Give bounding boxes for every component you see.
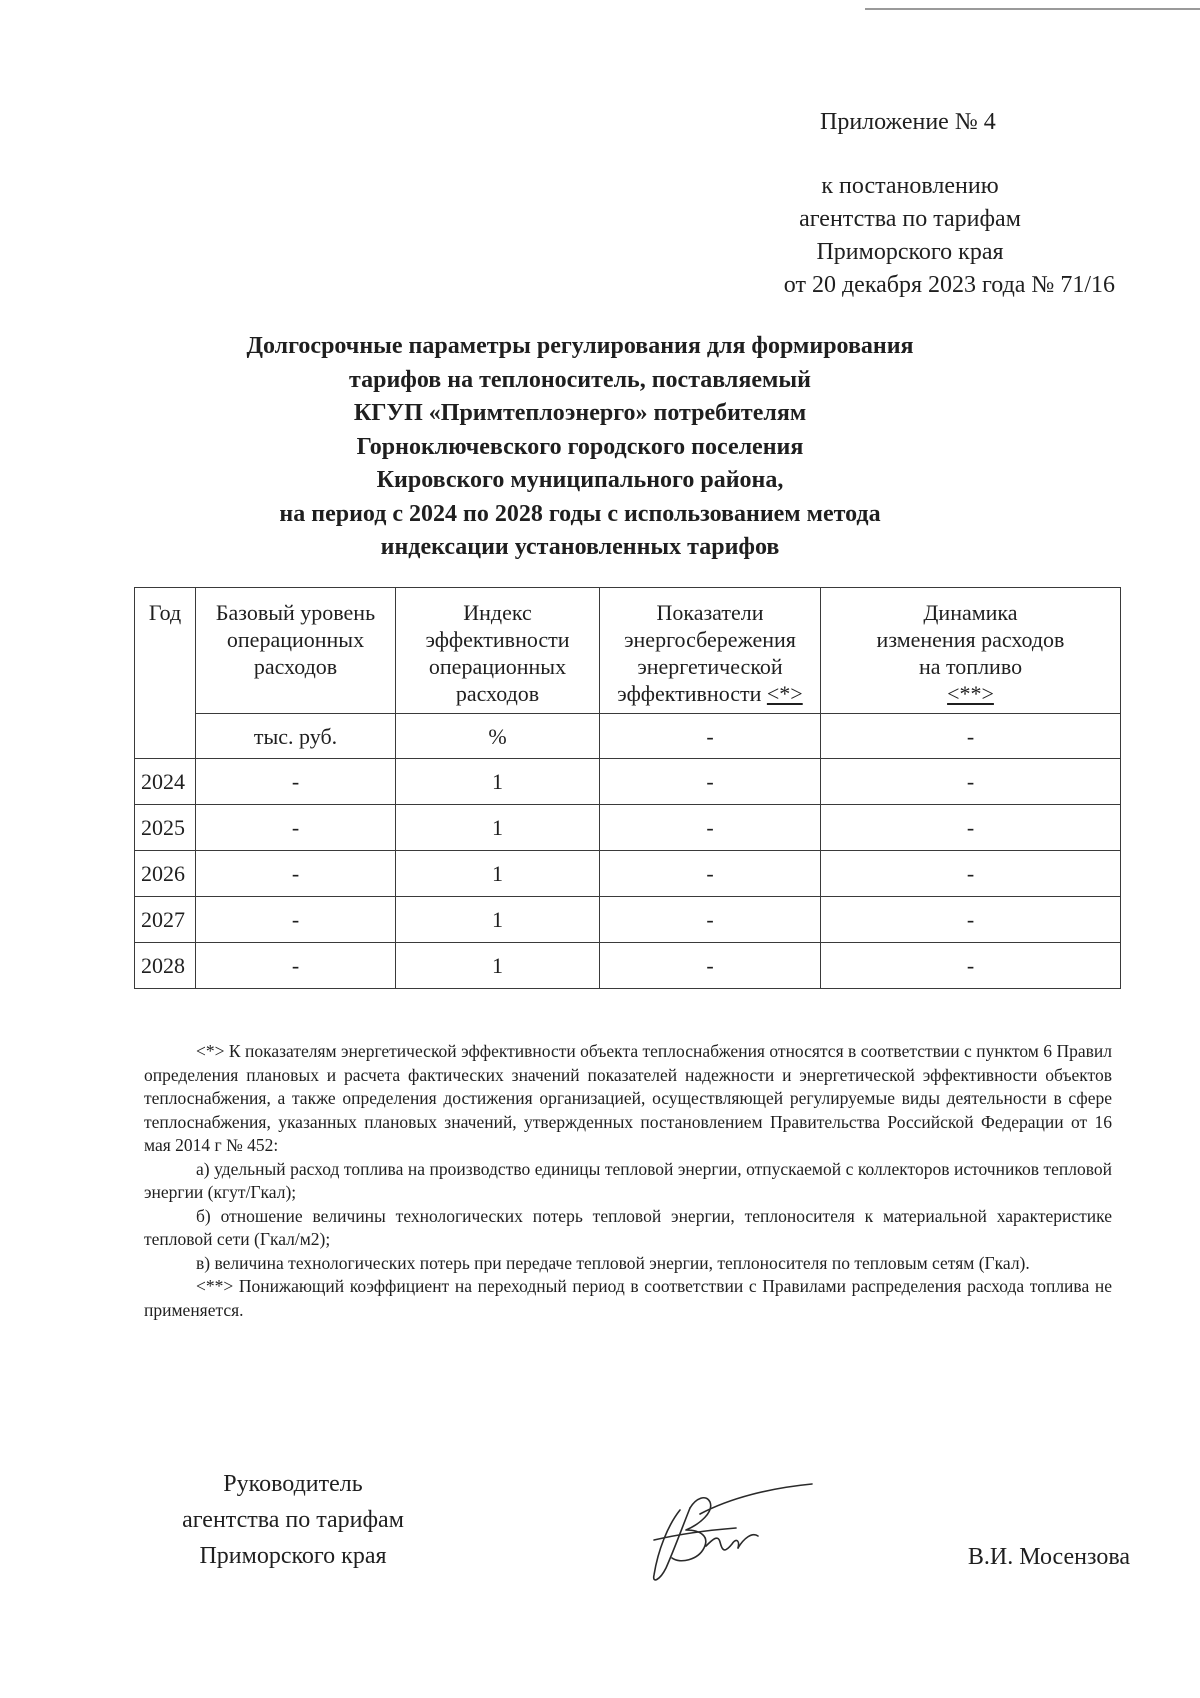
table-cell: -: [821, 943, 1121, 989]
table-cell: -: [196, 943, 396, 989]
footnote-paragraph: <*> К показателям энергетической эффективности объекта теплоснабжения относятся в соответствии с пунктом 6 Правил определения плановых и расчета фактических значений показателей надежности и энергетической эффективности объектов теплоснабжения, а также определения достижения организацией, осуществляющей регулируемые виды деятельности в сфере теплоснабжения, указанных плановых значений, утвержденных постановлением Правительства Российской Федерации от 16 мая 2014 г № 452:: [144, 1041, 1112, 1155]
table-cell: -: [600, 897, 821, 943]
table-cell: -: [196, 805, 396, 851]
scan-edge-line: [865, 8, 1200, 10]
handwritten-signature: [640, 1480, 820, 1590]
year-cell: 2028: [135, 943, 196, 989]
table-cell: -: [600, 943, 821, 989]
signer-name: В.И. Мосензова: [967, 1544, 1130, 1570]
table-cell: 1: [396, 759, 600, 805]
table-cell: -: [821, 851, 1121, 897]
year-cell: 2027: [135, 897, 196, 943]
unit-cell: тыс. руб.: [196, 714, 396, 759]
table-row: [135, 759, 1121, 805]
table-cell: -: [196, 759, 396, 805]
table-cell: -: [600, 805, 821, 851]
decree-date-line: от 20 декабря 2023 года № 71/16: [783, 272, 1115, 298]
decree-reference: [700, 170, 1120, 302]
table-row: [135, 897, 1121, 943]
decree-line: агентства по тарифам: [799, 206, 1021, 232]
table-cell: 1: [396, 897, 600, 943]
document-title: [150, 330, 1010, 565]
table-cell: -: [600, 851, 821, 897]
title-line: на период с 2024 по 2028 годы с использованием метода: [279, 500, 881, 527]
table-header-row: [135, 588, 1121, 714]
year-cell: 2026: [135, 851, 196, 897]
title-line: индексации установленных тарифов: [380, 534, 780, 560]
footnote-ref: <**>: [947, 681, 994, 706]
year-cell: 2025: [135, 805, 196, 851]
unit-cell: -: [600, 714, 821, 759]
table-row: [135, 943, 1121, 989]
header-base-opex: Базовый уровень операционных расходов: [196, 588, 396, 714]
header-efficiency-index: Индекс эффективности операционных расходов: [396, 588, 600, 714]
header-year: Год: [135, 588, 196, 759]
table-cell: -: [600, 759, 821, 805]
decree-line: к постановлению: [821, 173, 999, 199]
year-cell: 2024: [135, 759, 196, 805]
table-units-row: [135, 714, 1121, 759]
footnote-paragraph: а) удельный расход топлива на производство единицы тепловой энергии, отпускаемой с коллекторов источников тепловой энергии (кгут/Гкал);: [144, 1158, 1112, 1202]
table-row: [135, 851, 1121, 897]
table-cell: -: [196, 851, 396, 897]
appendix-number: Приложение № 4: [820, 109, 996, 135]
table-cell: -: [821, 897, 1121, 943]
table-cell: 1: [396, 805, 600, 851]
footnote-paragraph: <**> Понижающий коэффициент на переходный период в соответствии с Правилами распределения расхода топлива не применяется.: [144, 1276, 1112, 1320]
title-line: тарифов на теплоноситель, поставляемый: [349, 366, 811, 393]
table-cell: -: [196, 897, 396, 943]
footnote-paragraph: в) величина технологических потерь при передаче тепловой энергии, теплоносителя по тепловым сетям (Гкал).: [196, 1252, 1030, 1273]
parameters-table: [134, 587, 1121, 989]
table-cell: -: [821, 805, 1121, 851]
table-cell: -: [821, 759, 1121, 805]
table-row: [135, 805, 1121, 851]
footnote-paragraph: б) отношение величины технологических потерь тепловой энергии, теплоносителя к материальной характеристике тепловой сети (Гкал/м2);: [144, 1205, 1112, 1249]
title-line: Горноключевского городского поселения: [356, 433, 804, 460]
unit-cell: %: [396, 714, 600, 759]
title-line: Кировского муниципального района,: [376, 467, 784, 493]
footnote-ref: <*>: [766, 681, 803, 706]
header-fuel-dynamics: Динамика изменения расходов на топливо <**>: [821, 588, 1121, 714]
unit-cell: -: [821, 714, 1121, 759]
table-cell: 1: [396, 851, 600, 897]
table-cell: 1: [396, 943, 600, 989]
decree-line: Приморского края: [816, 239, 1004, 265]
header-energy-saving: Показатели энергосбережения энергетической эффективности <*>: [600, 588, 821, 714]
title-line: КГУП «Примтеплоэнерго» потребителям: [353, 400, 807, 426]
title-line: Долгосрочные параметры регулирования для формирования: [246, 333, 914, 359]
signer-position: Руководитель агентства по тарифам Приморского края: [182, 1471, 404, 1569]
footnotes: [144, 1040, 1112, 1322]
